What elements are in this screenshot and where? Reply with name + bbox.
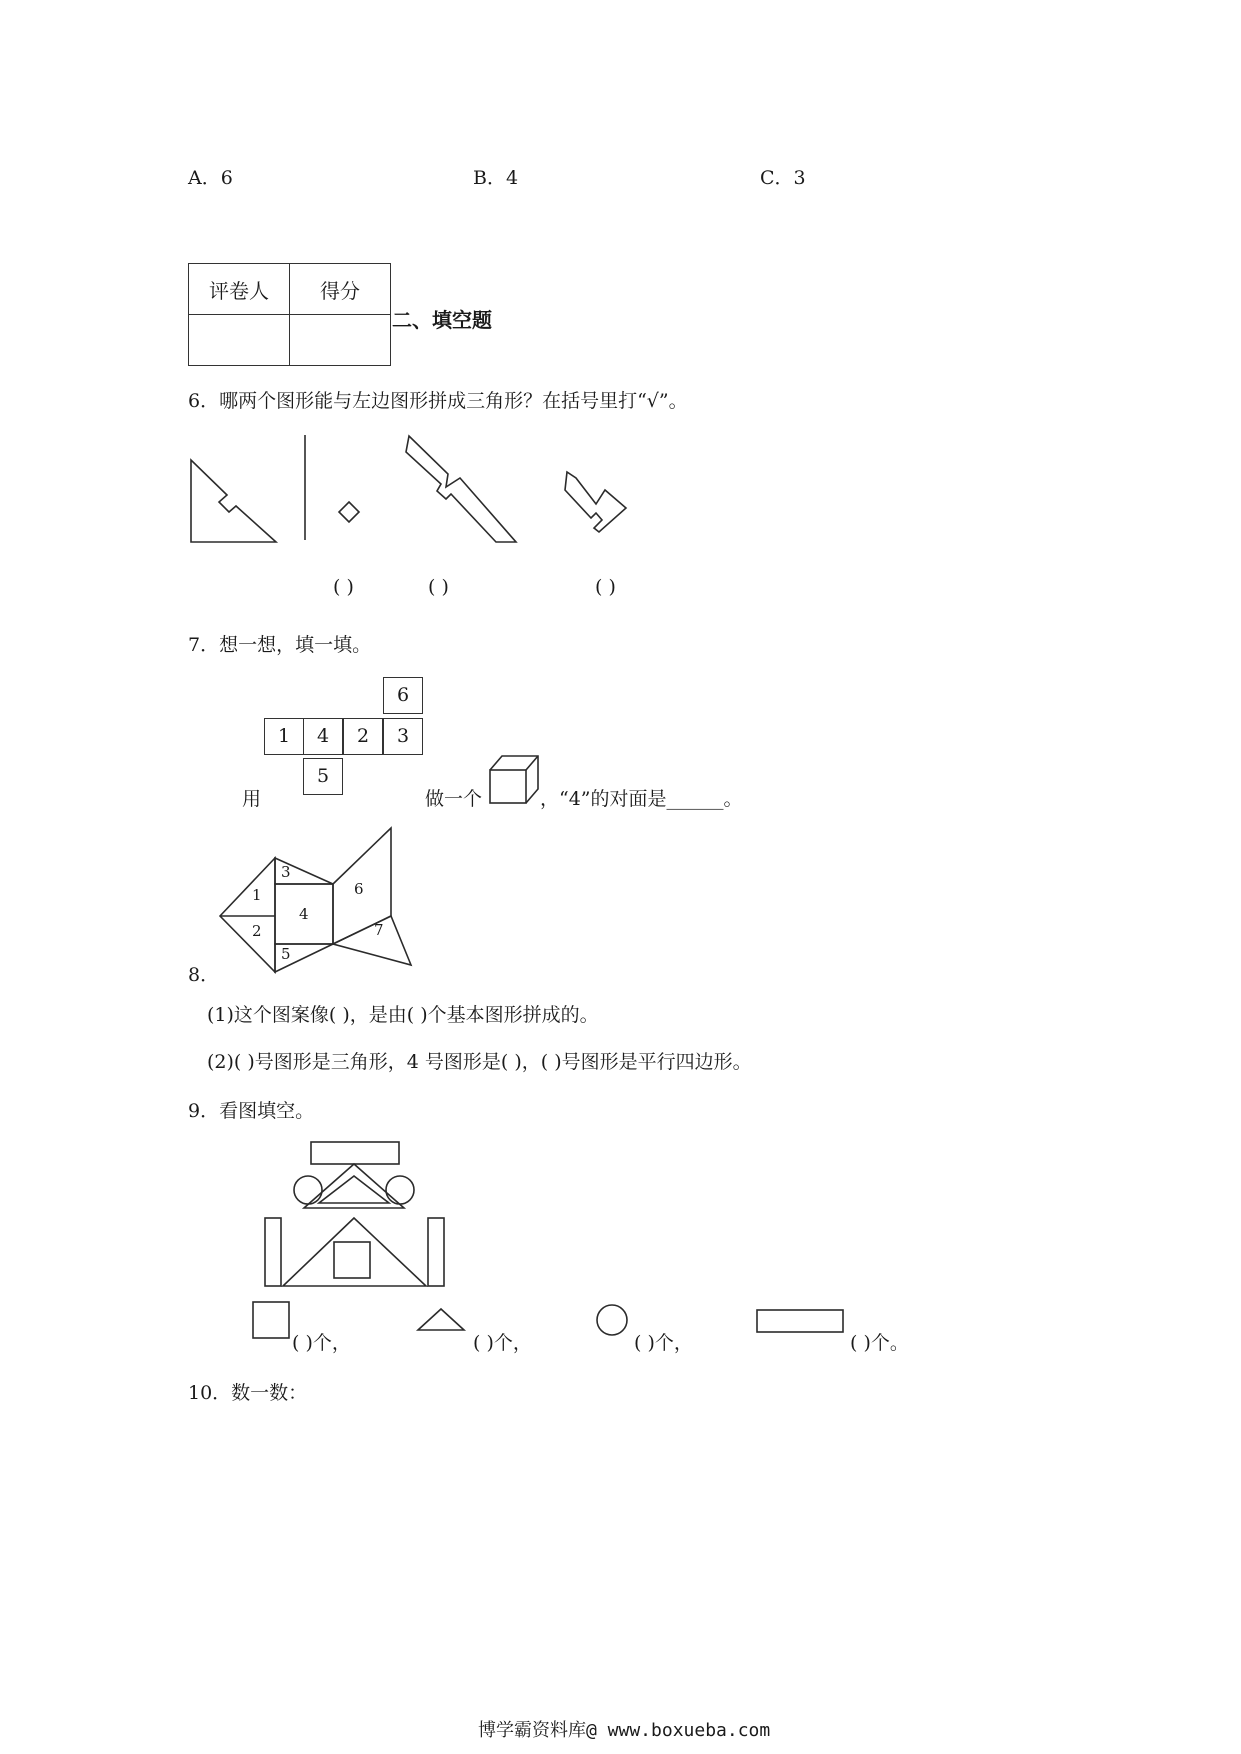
q9-text: 9．看图填空。 <box>188 1100 315 1122</box>
q6-blank-1[interactable]: ( ) <box>333 576 354 598</box>
q7-text: 7．想一想，填一填。 <box>188 634 372 656</box>
section-title: 二、填空题 <box>392 308 492 332</box>
net-cell-2: 2 <box>343 718 383 755</box>
q6-text: 6．哪两个图形能与左边图形拼成三角形？在括号里打“√”。 <box>188 390 688 412</box>
count-triangle-icon <box>418 1309 464 1330</box>
q6-blank-2[interactable]: ( ) <box>428 576 449 598</box>
option-b: B．4 <box>473 167 519 189</box>
option-a: A．6 <box>188 167 233 189</box>
fish-num-6: 6 <box>354 880 364 898</box>
q8-line-2: (2)( )号图形是三角形，4 号图形是( )，( )号图形是平行四边形。 <box>207 1051 752 1073</box>
q8-line-1: (1)这个图案像( )，是由( )个基本图形拼成的。 <box>207 1004 599 1026</box>
net-cell-4: 4 <box>303 718 343 755</box>
q9-count-circle[interactable]: ( )个， <box>634 1332 693 1354</box>
q6-blank-3[interactable]: ( ) <box>595 576 616 598</box>
option-c: C．3 <box>760 167 806 189</box>
net-cell-3: 3 <box>383 718 423 755</box>
fish-num-5: 5 <box>281 945 291 963</box>
fish-num-1: 1 <box>252 886 262 904</box>
net-cell-6: 6 <box>383 677 423 714</box>
q9-count-square[interactable]: ( )个， <box>292 1332 351 1354</box>
count-square-icon <box>253 1302 289 1338</box>
fish-num-4: 4 <box>299 905 309 923</box>
footer-watermark: 博学霸资料库@ www.boxueba.com <box>478 1720 771 1741</box>
q10-text: 10．数一数： <box>188 1382 308 1404</box>
q7-make: 做一个 <box>425 788 483 810</box>
q9-count-triangle[interactable]: ( )个， <box>473 1332 532 1354</box>
score-header: 得分 <box>290 264 391 315</box>
net-cell-5: 5 <box>303 758 343 795</box>
q8-label: 8． <box>188 964 220 986</box>
count-circle-icon <box>597 1305 627 1335</box>
count-rectangle-icon <box>757 1310 843 1332</box>
net-cell-1: 1 <box>264 718 304 755</box>
q9-count-rectangle[interactable]: ( )个。 <box>850 1332 909 1354</box>
q7-use: 用 <box>242 788 262 810</box>
fish-num-2: 2 <box>252 922 262 940</box>
reviewer-header: 评卷人 <box>189 264 290 315</box>
q7-tail: ，“4”的对面是______。 <box>540 788 743 810</box>
fish-num-3: 3 <box>281 863 291 881</box>
fish-num-7: 7 <box>374 921 384 939</box>
